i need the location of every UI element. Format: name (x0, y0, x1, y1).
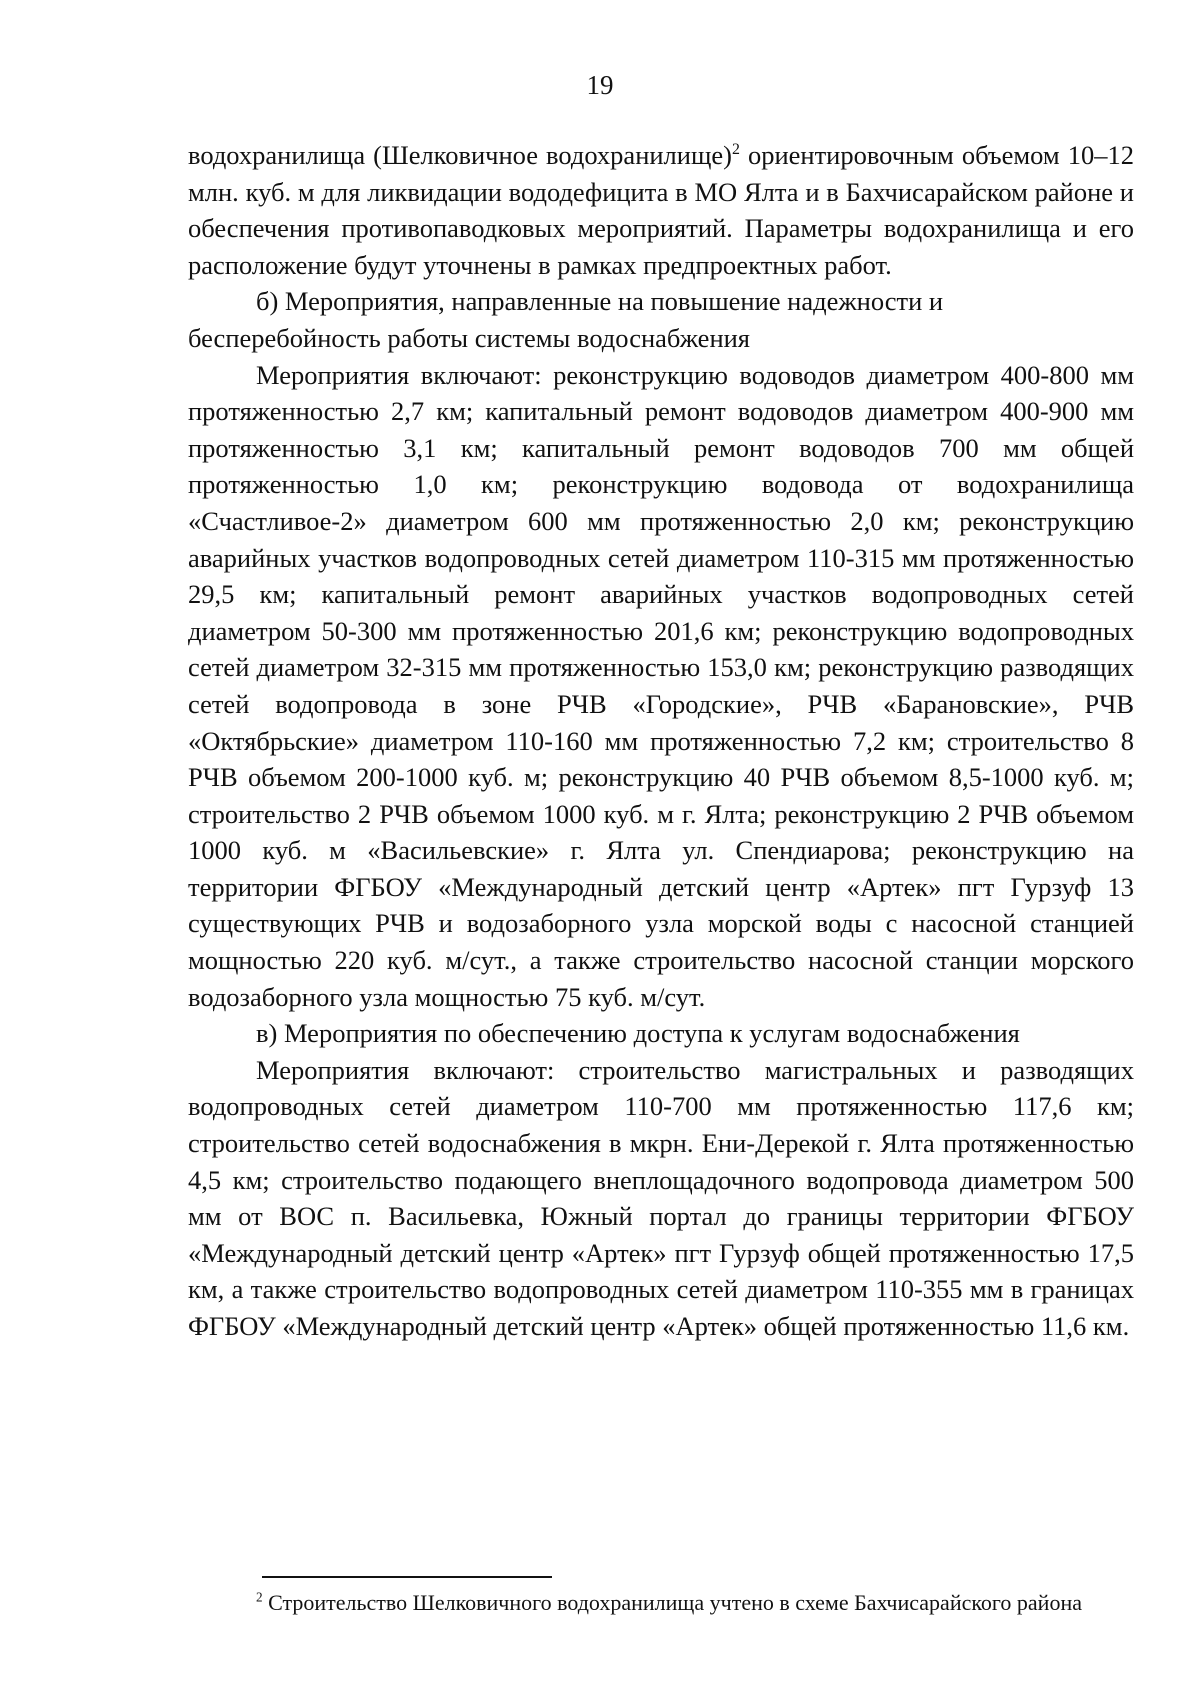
paragraph-access-measures: Мероприятия включают: строительство магистральных и разводящих водопроводных сетей диаметром 110-700 мм протяженностью 117,6 км; строительство сетей водоснабжения в мкрн. Ени-Дерекой г. Ялта протяженностью 4,5 км; строительство подающего внеплощадочного водопровода диаметром 500 мм от ВОС п. Васильевка, Южный портал до границы территории ФГБОУ «Международный детский центр «Артек» пгт Гурзуф общей протяженностью 17,5 км, а также строительство водопроводных сетей диаметром 110-355 мм в границах ФГБОУ «Международный детский центр «Артек» общей протяженностью 11,6 км. (188, 1054, 1134, 1341)
paragraph-reservoir-before: водохранилища (Шелковичное водохранилище) (188, 140, 732, 170)
paragraph-reservoir (188, 137, 1134, 283)
footnote-divider (262, 1576, 552, 1578)
footnote (188, 1588, 1134, 1618)
page-number: 19 (586, 70, 614, 100)
section-heading-reliability: б) Мероприятия, направленные на повышение надежности и бесперебойность работы системы водоснабжения (188, 286, 944, 353)
footnote-reference: 2 (731, 141, 740, 159)
paragraph-reservoir-after: ориентировочным объемом 10–12 млн. куб. м для ликвидации вододефицита в МО Ялта и в Бахчисарайском районе и обеспечения противопаводковых мероприятий. Параметры водохранилища и его расположение будут уточнены в рамках предпроектных работ. (188, 140, 1134, 280)
section-heading-access: в) Мероприятия по обеспечению доступа к услугам водоснабжения (256, 1018, 1020, 1049)
footnote-marker: 2 (256, 1589, 263, 1605)
body-text (188, 137, 1134, 1345)
footnote-text: Строительство Шелковичного водохранилища учтено в схеме Бахчисарайского района (262, 1590, 1082, 1615)
paragraph-reliability-measures: Мероприятия включают: реконструкцию водоводов диаметром 400-800 мм протяженностью 2,7 км; капитальный ремонт водоводов диаметром 400-900 мм протяженностью 3,1 км; капитальный ремонт водоводов 700 мм общей протяженностью 1,0 км; реконструкцию водовода от водохранилища «Счастливое-2» диаметром 600 мм протяженностью 2,0 км; реконструкцию аварийных участков водопроводных сетей диаметром 110-315 мм протяженностью 29,5 км; капитальный ремонт аварийных участков водопроводных сетей диаметром 50-300 мм протяженностью 201,6 км; реконструкцию водопроводных сетей диаметром 32-315 мм протяженностью 153,0 км; реконструкцию разводящих сетей водопровода в зоне РЧВ «Городские», РЧВ «Барановские», РЧВ «Октябрьские» диаметром 110-160 мм протяженностью 7,2 км; строительство 8 РЧВ объемом 200-1000 куб. м; реконструкцию 40 РЧВ объемом 8,5-1000 куб. м; строительство 2 РЧВ объемом 1000 куб. м г. Ялта; реконструкцию 2 РЧВ объемом 1000 куб. м «Васильевские» г. Ялта ул. Спендиарова; реконструкцию на территории ФГБОУ «Международный детский центр «Артек» пгт Гурзуф 13 существующих РЧВ и водозаборного узла морской воды с насосной станцией мощностью 220 куб. м/сут., а также строительство насосной станции морского водозаборного узла мощностью 75 куб. м/сут. (188, 359, 1134, 1012)
